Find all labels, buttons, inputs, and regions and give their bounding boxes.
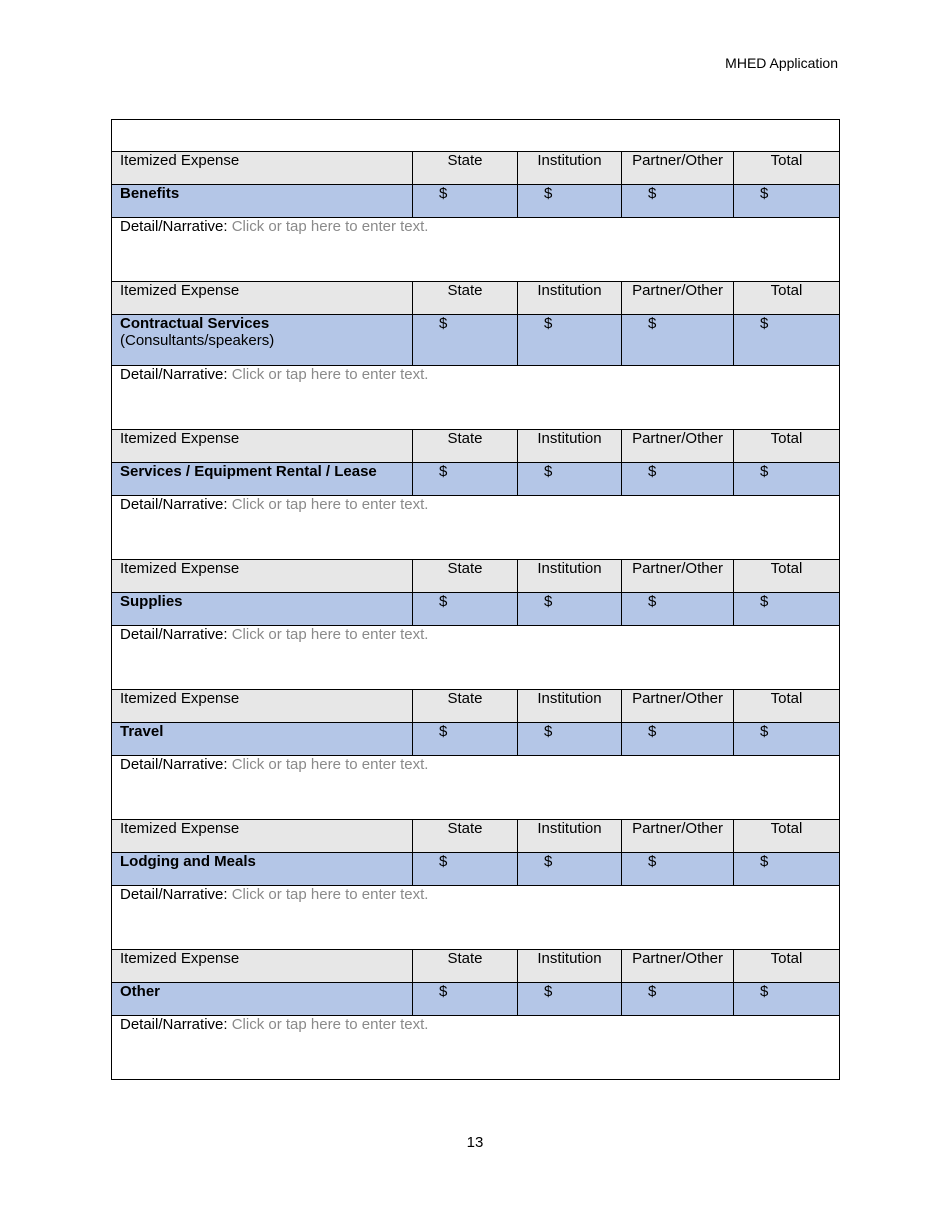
column-header-partner-other: Partner/Other <box>622 690 734 723</box>
expense-row <box>112 185 840 218</box>
column-header-partner-other: Partner/Other <box>622 282 734 315</box>
column-header-itemized-expense: Itemized Expense <box>112 690 413 723</box>
partner-other-amount-field[interactable]: $ <box>622 723 734 756</box>
state-amount-field[interactable]: $ <box>413 593 518 626</box>
expense-category-label <box>112 463 413 496</box>
column-header-row <box>112 950 840 983</box>
detail-row <box>112 496 840 560</box>
column-header-itemized-expense: Itemized Expense <box>112 820 413 853</box>
detail-narrative-field[interactable] <box>112 756 840 820</box>
state-amount-field[interactable]: $ <box>413 463 518 496</box>
total-amount-field[interactable]: $ <box>734 983 840 1016</box>
column-header-total: Total <box>734 282 840 315</box>
column-header-state: State <box>413 820 518 853</box>
column-header-total: Total <box>734 560 840 593</box>
detail-narrative-placeholder[interactable]: Click or tap here to enter text. <box>231 886 429 903</box>
expense-category-subtitle: (Consultants/speakers) <box>120 332 275 349</box>
detail-narrative-placeholder[interactable]: Click or tap here to enter text. <box>231 496 429 513</box>
total-amount-field[interactable]: $ <box>734 723 840 756</box>
column-header-partner-other: Partner/Other <box>622 152 734 185</box>
column-header-itemized-expense: Itemized Expense <box>112 152 413 185</box>
institution-amount-field[interactable]: $ <box>518 723 622 756</box>
column-header-row <box>112 282 840 315</box>
column-header-institution: Institution <box>518 690 622 723</box>
partner-other-amount-field[interactable]: $ <box>622 593 734 626</box>
detail-narrative-placeholder[interactable]: Click or tap here to enter text. <box>231 756 429 773</box>
column-header-institution: Institution <box>518 282 622 315</box>
expense-category-name: Benefits <box>120 185 180 202</box>
column-header-partner-other: Partner/Other <box>622 560 734 593</box>
institution-amount-field[interactable]: $ <box>518 185 622 218</box>
expense-row <box>112 463 840 496</box>
state-amount-field[interactable]: $ <box>413 853 518 886</box>
column-header-itemized-expense: Itemized Expense <box>112 282 413 315</box>
detail-narrative-field[interactable] <box>112 626 840 690</box>
expense-category-name: Supplies <box>120 593 183 610</box>
detail-narrative-field[interactable] <box>112 886 840 950</box>
document-header: MHED Application <box>725 55 838 71</box>
column-header-total: Total <box>734 950 840 983</box>
state-amount-field[interactable]: $ <box>413 723 518 756</box>
state-amount-field[interactable]: $ <box>413 185 518 218</box>
expense-category-name: Contractual Services <box>120 315 270 332</box>
partner-other-amount-field[interactable]: $ <box>622 853 734 886</box>
column-header-total: Total <box>734 820 840 853</box>
institution-amount-field[interactable]: $ <box>518 983 622 1016</box>
detail-narrative-field[interactable] <box>112 366 840 430</box>
state-amount-field[interactable]: $ <box>413 315 518 366</box>
detail-narrative-label: Detail/Narrative: <box>120 626 228 643</box>
total-amount-field[interactable]: $ <box>734 185 840 218</box>
detail-row <box>112 626 840 690</box>
expense-category-label <box>112 593 413 626</box>
detail-row <box>112 218 840 282</box>
expense-category-label <box>112 983 413 1016</box>
detail-row <box>112 1016 840 1080</box>
column-header-itemized-expense: Itemized Expense <box>112 430 413 463</box>
column-header-partner-other: Partner/Other <box>622 950 734 983</box>
table-blank-row <box>112 120 840 152</box>
detail-row <box>112 756 840 820</box>
institution-amount-field[interactable]: $ <box>518 463 622 496</box>
detail-row <box>112 886 840 950</box>
column-header-total: Total <box>734 430 840 463</box>
column-header-institution: Institution <box>518 820 622 853</box>
budget-table <box>111 119 840 1080</box>
total-amount-field[interactable]: $ <box>734 463 840 496</box>
column-header-institution: Institution <box>518 152 622 185</box>
detail-narrative-field[interactable] <box>112 496 840 560</box>
partner-other-amount-field[interactable]: $ <box>622 463 734 496</box>
expense-row <box>112 853 840 886</box>
partner-other-amount-field[interactable]: $ <box>622 185 734 218</box>
expense-row <box>112 315 840 366</box>
total-amount-field[interactable]: $ <box>734 593 840 626</box>
expense-category-name: Other <box>120 983 161 1000</box>
institution-amount-field[interactable]: $ <box>518 593 622 626</box>
expense-row <box>112 723 840 756</box>
column-header-itemized-expense: Itemized Expense <box>112 560 413 593</box>
page-number: 13 <box>466 1134 484 1151</box>
detail-narrative-label: Detail/Narrative: <box>120 756 228 773</box>
column-header-partner-other: Partner/Other <box>622 430 734 463</box>
column-header-institution: Institution <box>518 430 622 463</box>
partner-other-amount-field[interactable]: $ <box>622 315 734 366</box>
detail-narrative-label: Detail/Narrative: <box>120 366 228 383</box>
detail-row <box>112 366 840 430</box>
column-header-row <box>112 152 840 185</box>
expense-category-name: Lodging and Meals <box>120 853 256 870</box>
column-header-institution: Institution <box>518 950 622 983</box>
expense-category-label <box>112 723 413 756</box>
column-header-institution: Institution <box>518 560 622 593</box>
expense-row <box>112 983 840 1016</box>
column-header-row <box>112 560 840 593</box>
total-amount-field[interactable]: $ <box>734 853 840 886</box>
column-header-state: State <box>413 152 518 185</box>
expense-category-name: Services / Equipment Rental / Lease <box>120 463 377 480</box>
detail-narrative-field[interactable] <box>112 218 840 282</box>
expense-category-label <box>112 185 413 218</box>
detail-narrative-placeholder[interactable]: Click or tap here to enter text. <box>231 366 429 383</box>
partner-other-amount-field[interactable]: $ <box>622 983 734 1016</box>
detail-narrative-field[interactable] <box>112 1016 840 1080</box>
expense-category-label <box>112 315 413 366</box>
column-header-total: Total <box>734 690 840 723</box>
column-header-itemized-expense: Itemized Expense <box>112 950 413 983</box>
column-header-state: State <box>413 690 518 723</box>
column-header-row <box>112 690 840 723</box>
detail-narrative-placeholder[interactable]: Click or tap here to enter text. <box>231 1016 429 1033</box>
detail-narrative-label: Detail/Narrative: <box>120 218 228 235</box>
expense-category-label <box>112 853 413 886</box>
total-amount-field[interactable]: $ <box>734 315 840 366</box>
column-header-row <box>112 820 840 853</box>
state-amount-field[interactable]: $ <box>413 983 518 1016</box>
column-header-state: State <box>413 430 518 463</box>
column-header-row <box>112 430 840 463</box>
detail-narrative-label: Detail/Narrative: <box>120 886 228 903</box>
column-header-partner-other: Partner/Other <box>622 820 734 853</box>
detail-narrative-placeholder[interactable]: Click or tap here to enter text. <box>231 626 429 643</box>
institution-amount-field[interactable]: $ <box>518 853 622 886</box>
column-header-state: State <box>413 560 518 593</box>
institution-amount-field[interactable]: $ <box>518 315 622 366</box>
expense-category-name: Travel <box>120 723 164 740</box>
column-header-state: State <box>413 950 518 983</box>
expense-row <box>112 593 840 626</box>
column-header-total: Total <box>734 152 840 185</box>
detail-narrative-placeholder[interactable]: Click or tap here to enter text. <box>231 218 429 235</box>
column-header-state: State <box>413 282 518 315</box>
detail-narrative-label: Detail/Narrative: <box>120 1016 228 1033</box>
detail-narrative-label: Detail/Narrative: <box>120 496 228 513</box>
